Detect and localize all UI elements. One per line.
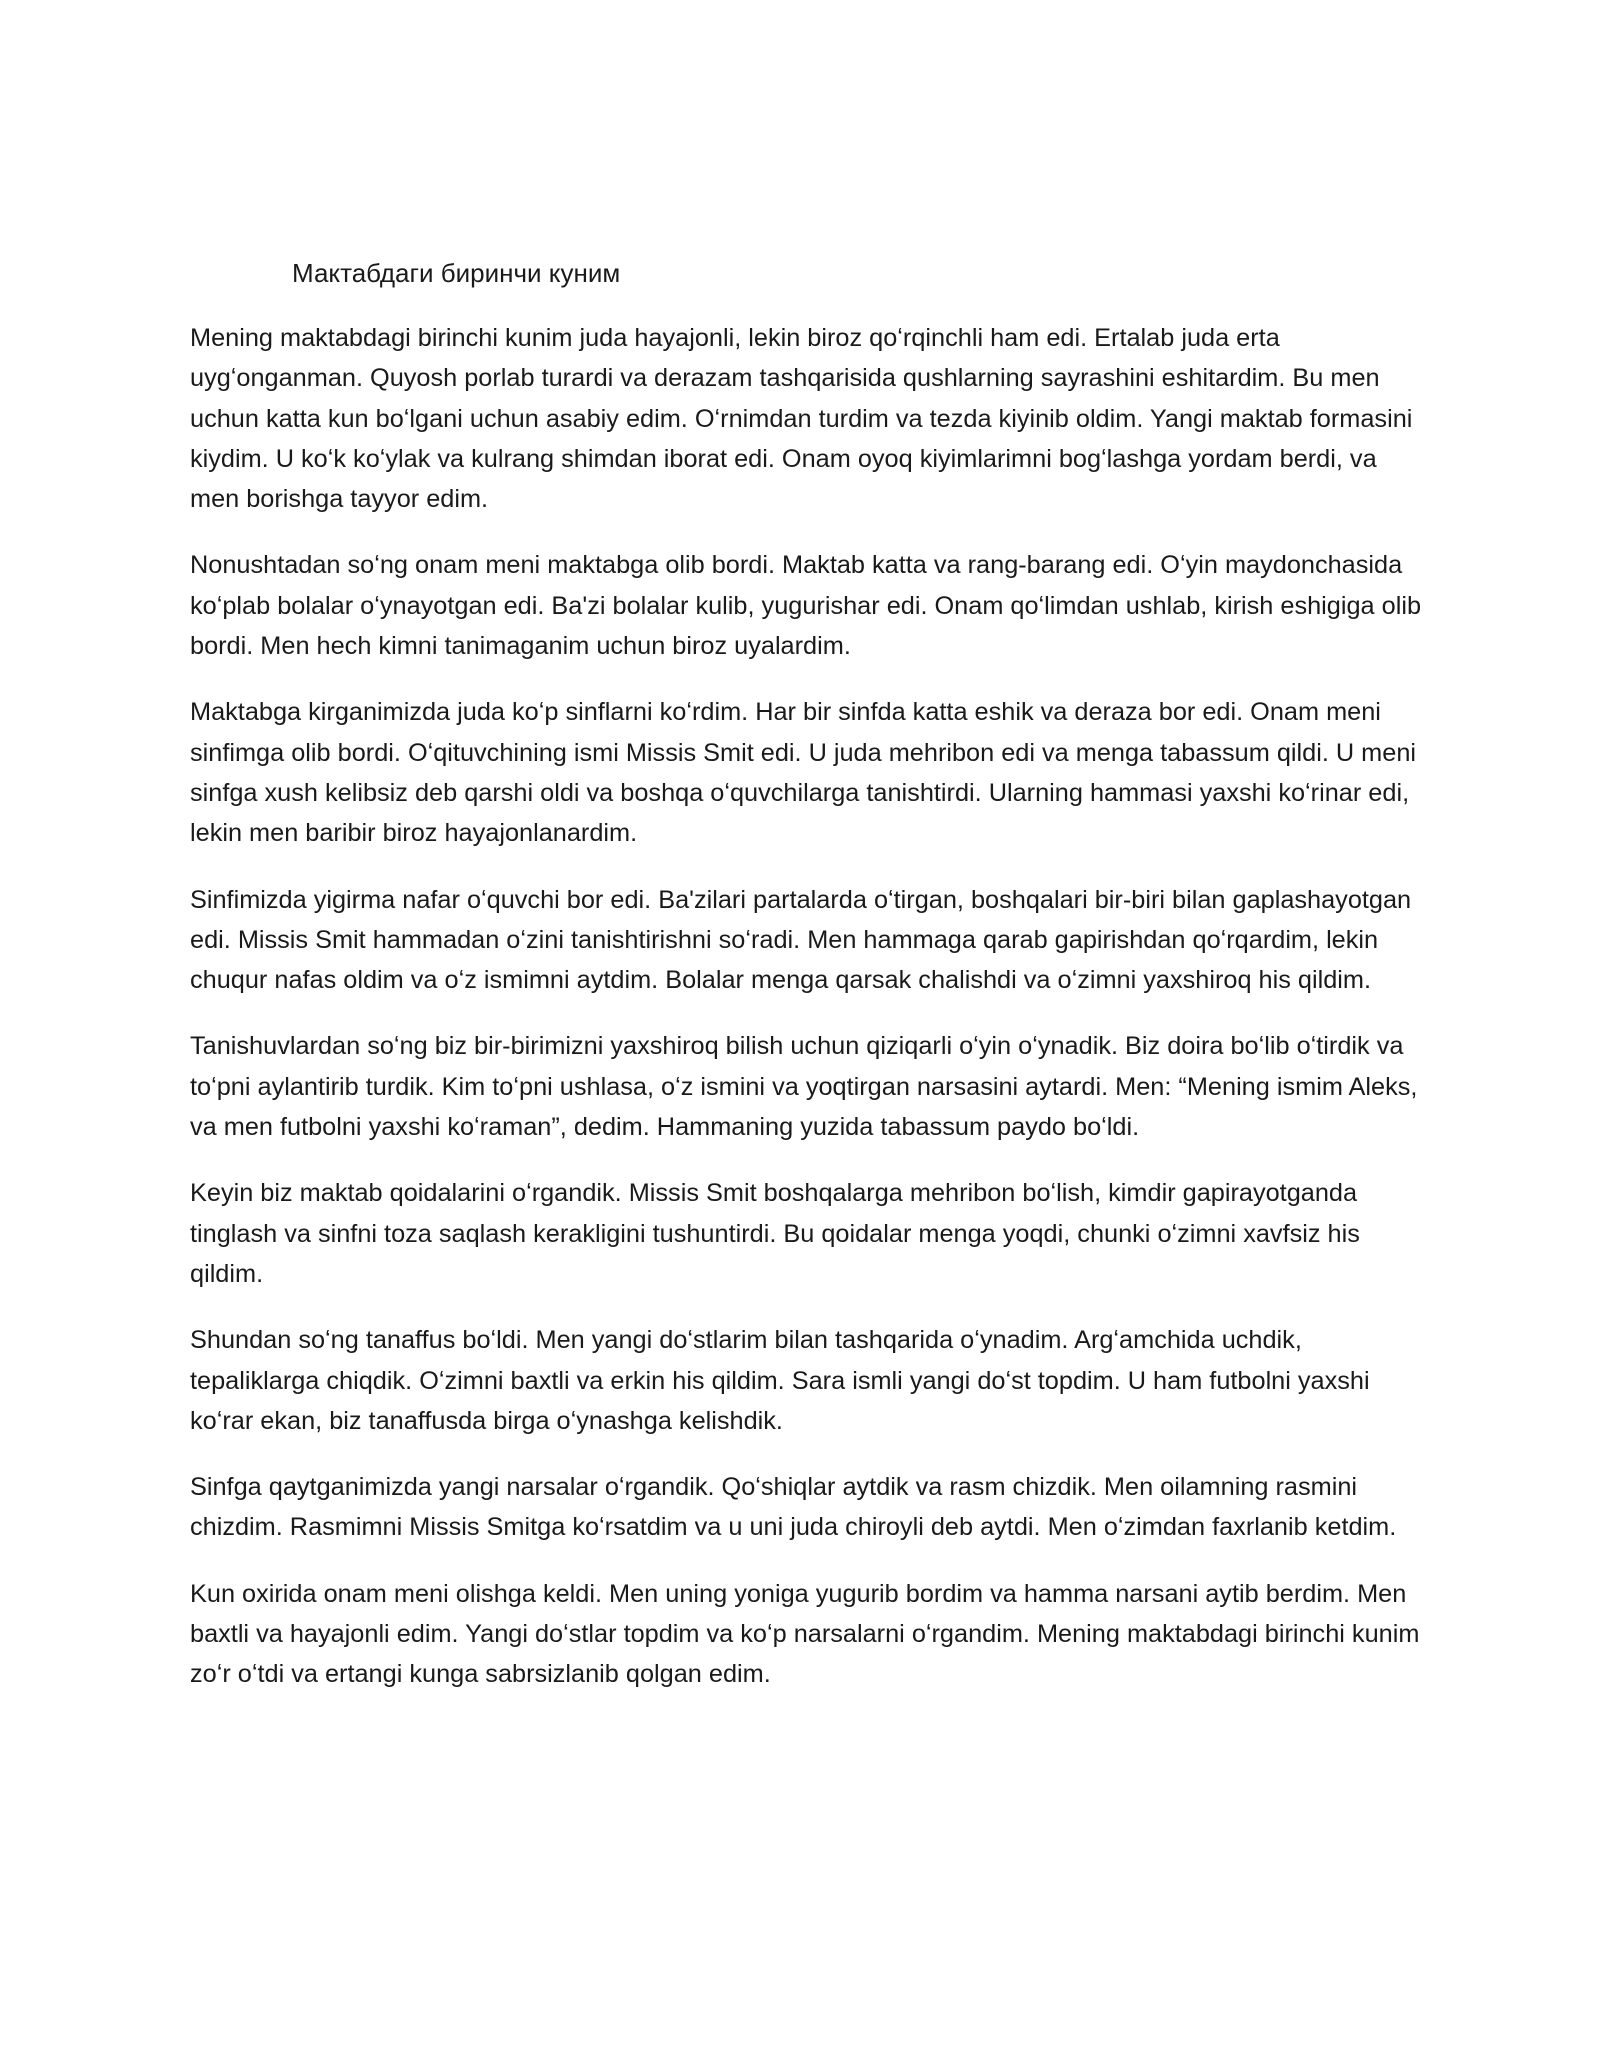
paragraph-7: Shundan soʻng tanaffus boʻldi. Men yangi doʻstlarim bilan tashqarida oʻynadim. Argʻamchida uchdik, tepaliklarga chiqdik. Oʻzimni baxtli va erkin his qildim. Sara ismli yangi doʻst topdim. U ham futbolni yaxshi koʻrar ekan, biz tanaffusda birga oʻynashga kelishdik.	[190, 1326, 1370, 1435]
paragraph-9: Kun oxirida onam meni olishga keldi. Men uning yoniga yugurib bordim va hamma narsani aytib berdim. Men baxtli va hayajonli edim. Yangi doʻstlar topdim va koʻp narsalarni oʻrgandim. Mening maktabdagi birinchi kunim zoʻr oʻtdi va ertangi kunga sabrsizlanib qolgan edim.	[190, 1579, 1420, 1689]
paragraph-3: Maktabga kirganimizda juda koʻp sinflarni koʻrdim. Har bir sinfda katta eshik va deraza bor edi. Onam meni sinfimga olib bordi. Oʻqituvchining ismi Missis Smit edi. U juda mehribon edi va menga tabassum qildi. U meni sinfga xush kelibsiz deb qarshi oldi va boshqa oʻquvchilarga tanishtirdi. Ularning hammasi yaxshi koʻrinar edi, lekin men baribir biroz hayajonlanardim.	[190, 698, 1417, 848]
paragraph-4: Sinfimizda yigirma nafar oʻquvchi bor edi. Ba'zilari partalarda oʻtirgan, boshqalari bir-biri bilan gaplashayotgan edi. Missis Smit hammadan oʻzini tanishtirishni soʻradi. Men hammaga qarab gapirishdan qoʻrqardim, lekin chuqur nafas oldim va oʻz ismimni aytdim. Bolalar menga qarsak chalishdi va oʻzimni yaxshiroq his qildim.	[190, 885, 1412, 995]
paragraph-2: Nonushtadan soʻng onam meni maktabga olib bordi. Maktab katta va rang-barang edi. Oʻyin maydonchasida koʻplab bolalar oʻynayotgan edi. Ba'zi bolalar kulib, yugurishar edi. Onam qoʻlimdan ushlab, kirish eshigiga olib bordi. Men hech kimni tanimaganim uchun biroz uyalardim.	[190, 551, 1422, 661]
document-title: Мактабдаги биринчи куним	[292, 258, 621, 288]
document-body	[190, 318, 1430, 1721]
paragraph-1: Mening maktabdagi birinchi kunim juda hayajonli, lekin biroz qoʻrqinchli ham edi. Ertalab juda erta uygʻonganman. Quyosh porlab turardi va derazam tashqarisida qushlarning sayrashini eshitardim. Bu men uchun katta kun boʻlgani uchun asabiy edim. Oʻrnimdan turdim va tezda kiyinib oldim. Yangi maktab formasini kiydim. U koʻk koʻylak va kulrang shimdan iborat edi. Onam oyoq kiyimlarimni bogʻlashga yordam berdi, va men borishga tayyor edim.	[190, 324, 1413, 514]
paragraph-5: Tanishuvlardan soʻng biz bir-birimizni yaxshiroq bilish uchun qiziqarli oʻyin oʻynadik. Biz doira boʻlib oʻtirdik va toʻpni aylantirib turdik. Kim toʻpni ushlasa, oʻz ismini va yoqtirgan narsasini aytardi. Men: “Mening ismim Aleks, va men futbolni yaxshi koʻraman”, dedim. Hammaning yuzida tabassum paydo boʻldi.	[190, 1032, 1418, 1142]
paragraph-8: Sinfga qaytganimizda yangi narsalar oʻrgandik. Qoʻshiqlar aytdik va rasm chizdik. Men oilamning rasmini chizdim. Rasmimni Missis Smitga koʻrsatdim va u uni juda chiroyli deb aytdi. Men oʻzimdan faxrlanib ketdim.	[190, 1473, 1397, 1542]
paragraph-6: Keyin biz maktab qoidalarini oʻrgandik. Missis Smit boshqalarga mehribon boʻlish, kimdir gapirayotganda tinglash va sinfni toza saqlash kerakligini tushuntirdi. Bu qoidalar menga yoqdi, chunki oʻzimni xavfsiz his qildim.	[190, 1179, 1360, 1288]
